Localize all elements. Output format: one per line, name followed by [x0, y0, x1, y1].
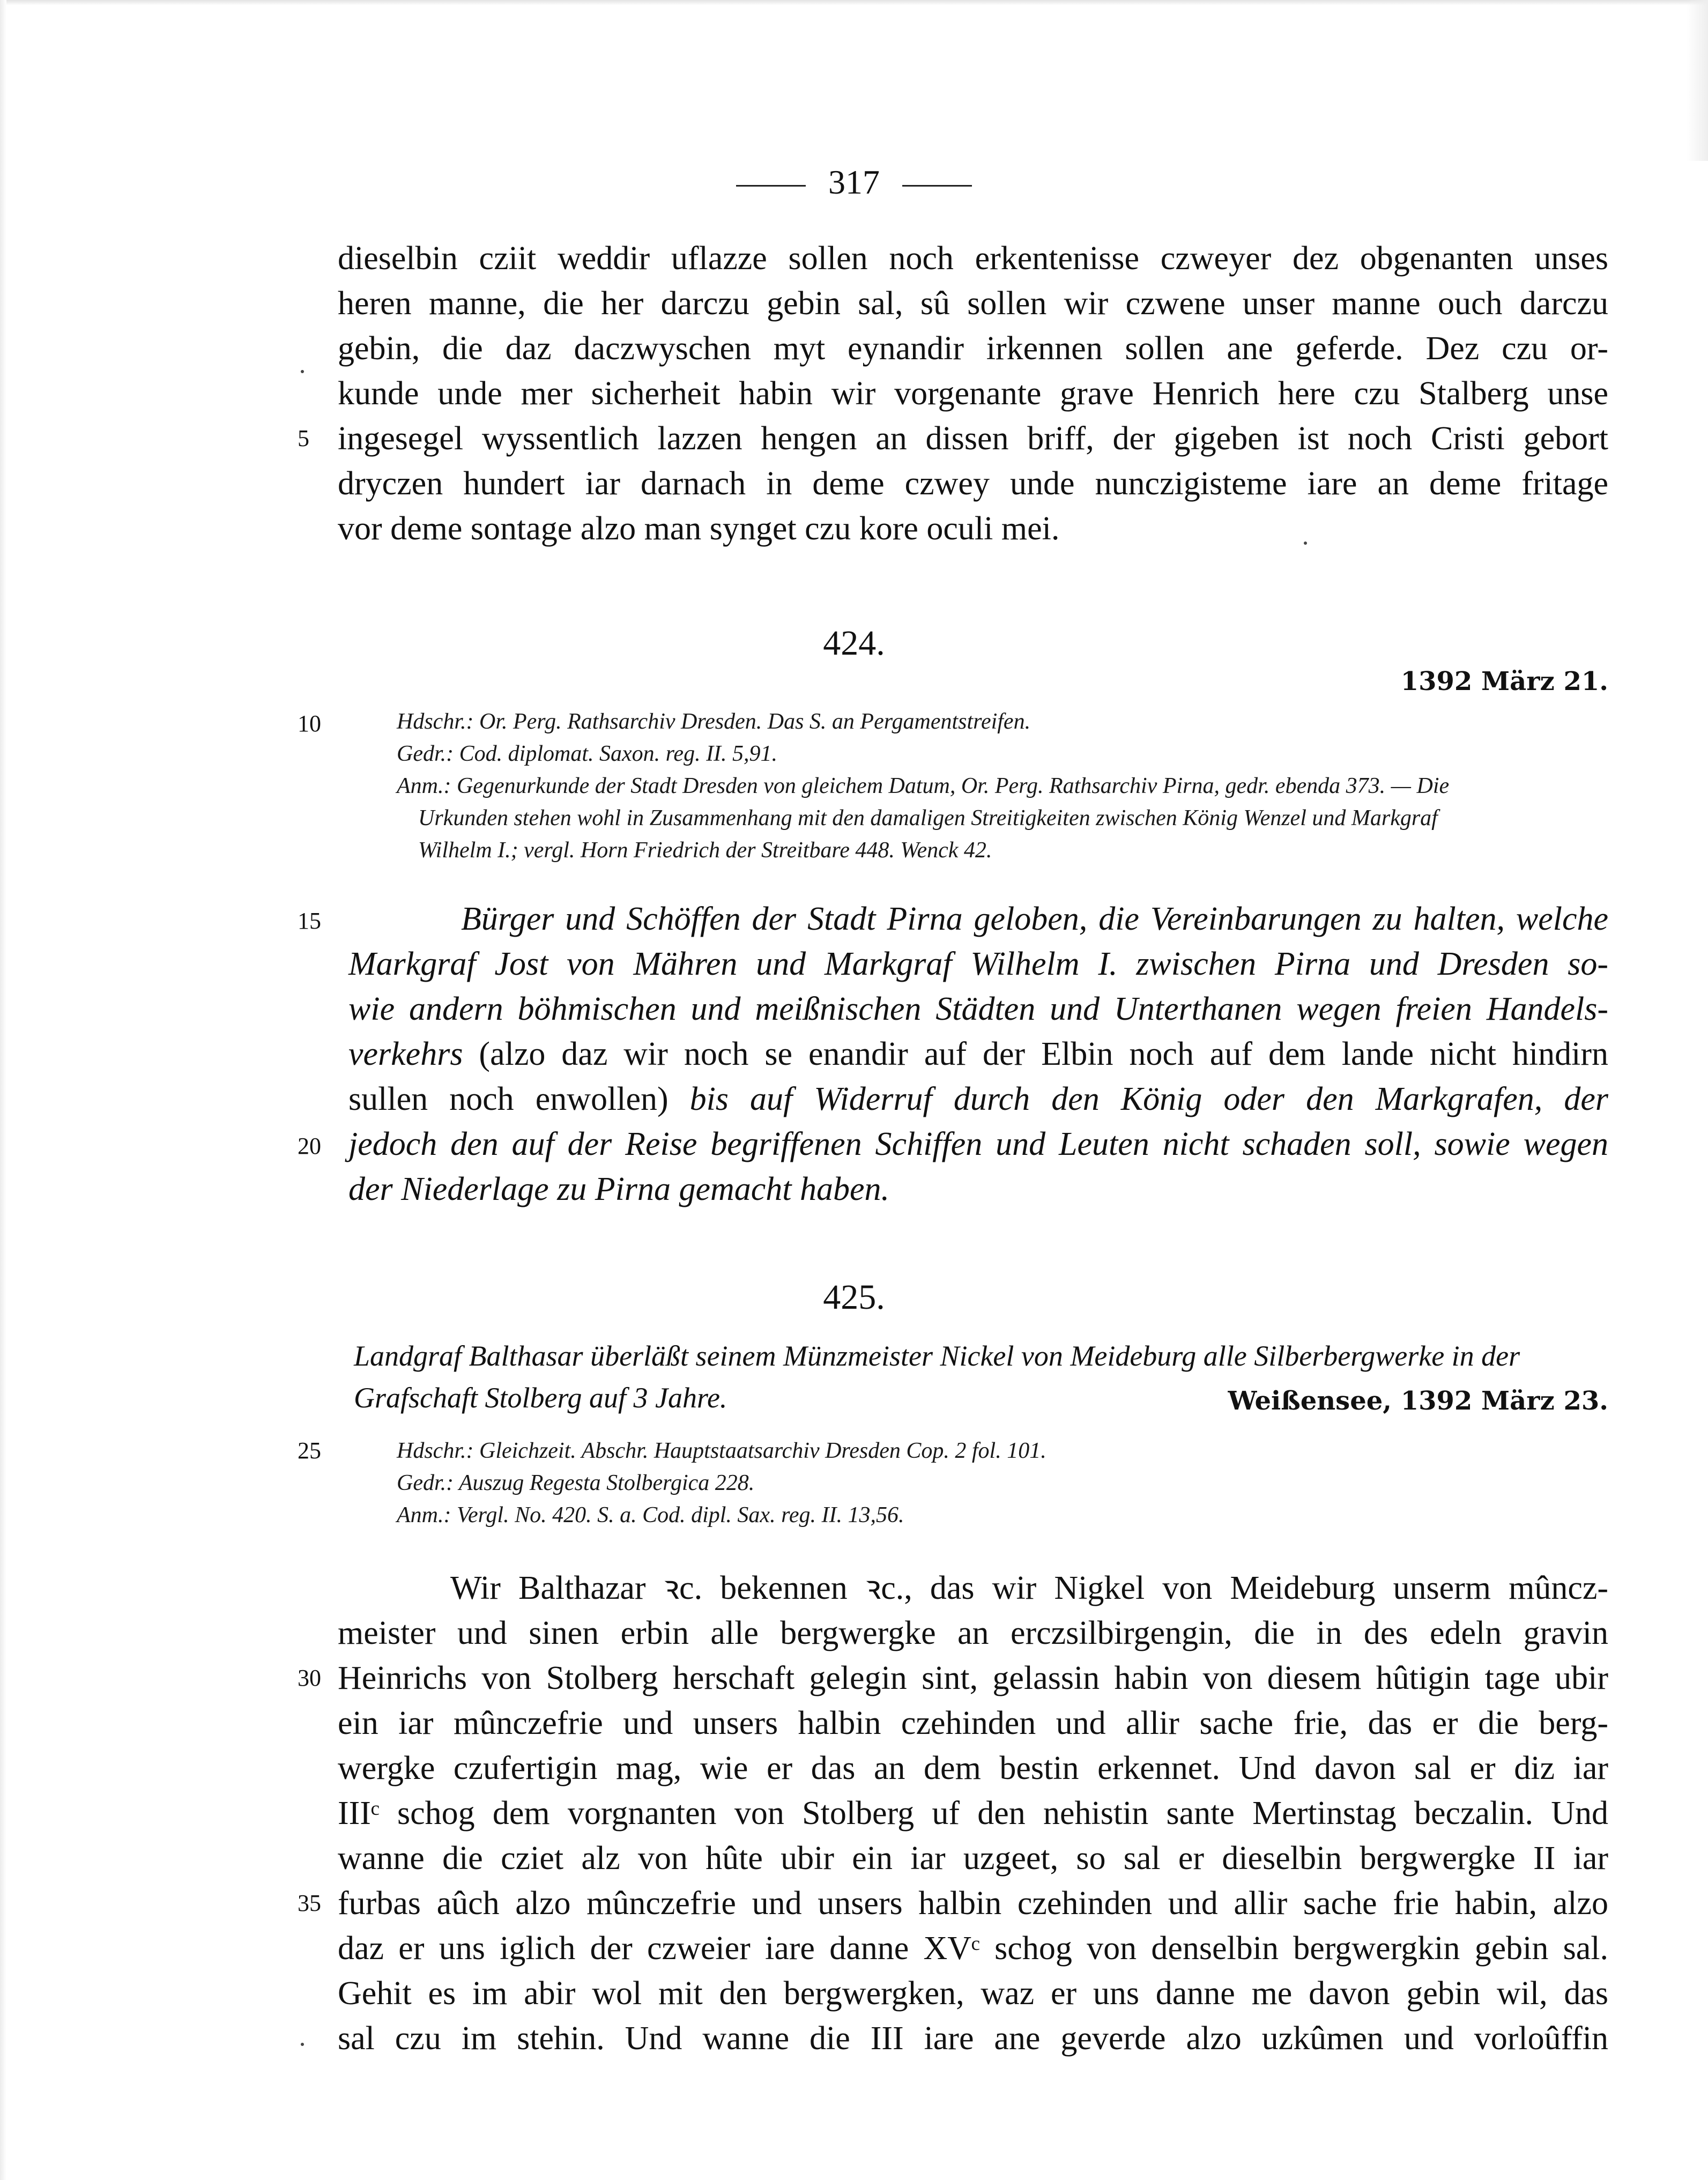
- regest-line: Grafschaft Stolberg auf 3 Jahre.: [354, 1382, 727, 1414]
- intro-line: vor deme sontage alzo man synget czu kore oculi mei.: [338, 510, 1060, 547]
- header-rule-right: [902, 185, 972, 187]
- text-line: ein iar mûnczefrie und unsers halbin czehinden und allir sache frie, das er die berg-: [338, 1705, 1608, 1741]
- note-line: Urkunden stehen wohl in Zusammenhang mit den damaligen Streitigkeiten zwischen König Wenzel und Markgraf: [418, 806, 1438, 831]
- entry-424-regest: [348, 896, 1608, 1212]
- text-line: furbas aûch alzo mûnczefrie und unsers halbin czehinden und allir sache frie habin, alzo: [338, 1885, 1608, 1922]
- regest-line: [348, 1167, 1608, 1212]
- intro-line: gebin, die daz daczwyschen myt eynandir irkennen sollen ane geferde. Dez czu or-: [338, 330, 1608, 367]
- intro-text-block: [338, 236, 1608, 551]
- entry-425-date: Weißensee, 1392 März 23.: [1228, 1386, 1608, 1416]
- scan-edge-right: [1687, 0, 1708, 161]
- regest-segment: der Niederlage zu Pirna gemacht haben.: [348, 1171, 890, 1207]
- regest-segment: verkehrs: [348, 1036, 463, 1072]
- regest-line: [348, 1032, 1608, 1077]
- text-line: IIIᶜ schog dem vorgnanten von Stolberg uf den nehistin sante Mertinstag beczalin. Und: [338, 1795, 1608, 1832]
- margin-line-number: 30: [298, 1665, 321, 1691]
- intro-line: kunde unde mer sicherheit habin wir vorgenante grave Henrich here czu Stalberg unse: [338, 375, 1608, 412]
- regest-line: [348, 987, 1608, 1032]
- entry-424-date: 1392 März 21.: [1400, 666, 1608, 696]
- print-speck: [301, 2043, 304, 2046]
- margin-line-number: 25: [298, 1437, 321, 1464]
- margin-line-number: 35: [298, 1890, 321, 1916]
- regest-line: Landgraf Balthasar überläßt seinem Münzmeister Nickel von Meideburg alle Silberbergwerke in der: [354, 1340, 1520, 1372]
- margin-line-number: 15: [298, 908, 321, 934]
- note-line: Wilhelm I.; vergl. Horn Friedrich der Streitbare 448. Wenck 42.: [418, 838, 992, 863]
- note-line: Anm.: Gegenurkunde der Stadt Dresden von gleichem Datum, Or. Perg. Rathsarchiv Pirna, gedr. ebenda 373. — Die: [397, 774, 1450, 798]
- regest-line: [348, 1077, 1608, 1122]
- scan-edge-top: [0, 0, 1708, 5]
- regest-segment: wie andern böhmischen und meißnischen Städten und Unterthanen wegen freien Handels-: [348, 991, 1608, 1027]
- note-line: Hdschr.: Or. Perg. Rathsarchiv Dresden. Das S. an Pergamentstreifen.: [397, 709, 1031, 734]
- regest-line: [348, 1122, 1608, 1167]
- scan-edge-left: [0, 0, 6, 2180]
- regest-line: [348, 896, 1608, 941]
- text-line: wanne die cziet alz von hûte ubir ein iar uzgeet, so sal er dieselbin bergwergke II iar: [338, 1840, 1608, 1877]
- text-line: Wir Balthazar ꝛc. bekennen ꝛc., das wir Nigkel von Meideburg unserm mûncz-: [450, 1570, 1608, 1606]
- print-speck: [301, 370, 304, 373]
- intro-line: heren manne, die her darczu gebin sal, sû sollen wir czwene unser manne ouch darczu: [338, 285, 1608, 322]
- margin-line-number: 20: [298, 1133, 321, 1159]
- intro-line: dryczen hundert iar darnach in deme czwey unde nunczigisteme iare an deme fritage: [338, 465, 1608, 502]
- text-line: Gehit es im abir wol mit den bergwergken, waz er uns danne me davon gebin wil, das: [338, 1975, 1608, 2012]
- note-line: Hdschr.: Gleichzeit. Abschr. Hauptstaatsarchiv Dresden Cop. 2 fol. 101.: [397, 1438, 1046, 1463]
- regest-segment: Bürger und Schöffen der Stadt Pirna geloben, die Vereinbarungen zu halten, welche: [461, 901, 1608, 937]
- print-speck: [1304, 542, 1307, 545]
- regest-segment: sullen noch enwollen): [348, 1081, 690, 1117]
- text-line: sal czu im stehin. Und wanne die III iare ane geverde alzo uzkûmen und vorloûffin: [338, 2020, 1608, 2057]
- text-line: Heinrichs von Stolberg herschaft gelegin sint, gelassin habin von diesem hûtigin tage ubir: [338, 1660, 1608, 1696]
- page-header: [0, 161, 1708, 204]
- intro-line: dieselbin cziit weddir uflazze sollen noch erkentenisse czweyer dez obgenanten unses: [338, 240, 1608, 277]
- text-line: meister und sinen erbin alle bergwergke an erczsilbirgengin, die in des edeln gravin: [338, 1615, 1608, 1651]
- regest-segment: jedoch den auf der Reise begriffenen Schiffen und Leuten nicht schaden soll, sowie wegen: [348, 1126, 1608, 1162]
- regest-segment: Markgraf Jost von Mähren und Markgraf Wilhelm I. zwischen Pirna und Dresden so-: [348, 946, 1608, 982]
- text-line: wergke czufertigin mag, wie er das an dem bestin erkennet. Und davon sal er diz iar: [338, 1750, 1608, 1786]
- intro-line: ingesegel wyssentlich lazzen hengen an dissen briff, der gigeben ist noch Cristi gebort: [338, 420, 1608, 457]
- note-line: Anm.: Vergl. No. 420. S. a. Cod. dipl. Sax. reg. II. 13,56.: [397, 1503, 904, 1528]
- regest-segment: (alzo daz wir noch se enandir auf der Elbin noch auf dem lande nicht hindirn: [463, 1036, 1608, 1072]
- note-line: Gedr.: Cod. diplomat. Saxon. reg. II. 5,91.: [397, 742, 778, 766]
- entry-425-text: [338, 1566, 1608, 2061]
- regest-line: [348, 941, 1608, 987]
- entry-425-notes: [397, 1435, 1608, 1531]
- entry-number-425: 425.: [823, 1278, 885, 1317]
- margin-line-number: 5: [298, 425, 309, 451]
- entry-number-424: 424.: [823, 624, 885, 663]
- text-line: daz er uns iglich der czweier iare danne XVᶜ schog von denselbin bergwergkin gebin sal.: [338, 1930, 1608, 1967]
- entry-424-notes: [397, 706, 1608, 866]
- note-line: Gedr.: Auszug Regesta Stolbergica 228.: [397, 1471, 755, 1495]
- regest-segment: bis auf Widerruf durch den König oder den Markgrafen, der: [689, 1081, 1608, 1117]
- page-number: 317: [828, 163, 880, 201]
- margin-line-number: 10: [298, 710, 321, 737]
- header-rule-left: [736, 185, 806, 187]
